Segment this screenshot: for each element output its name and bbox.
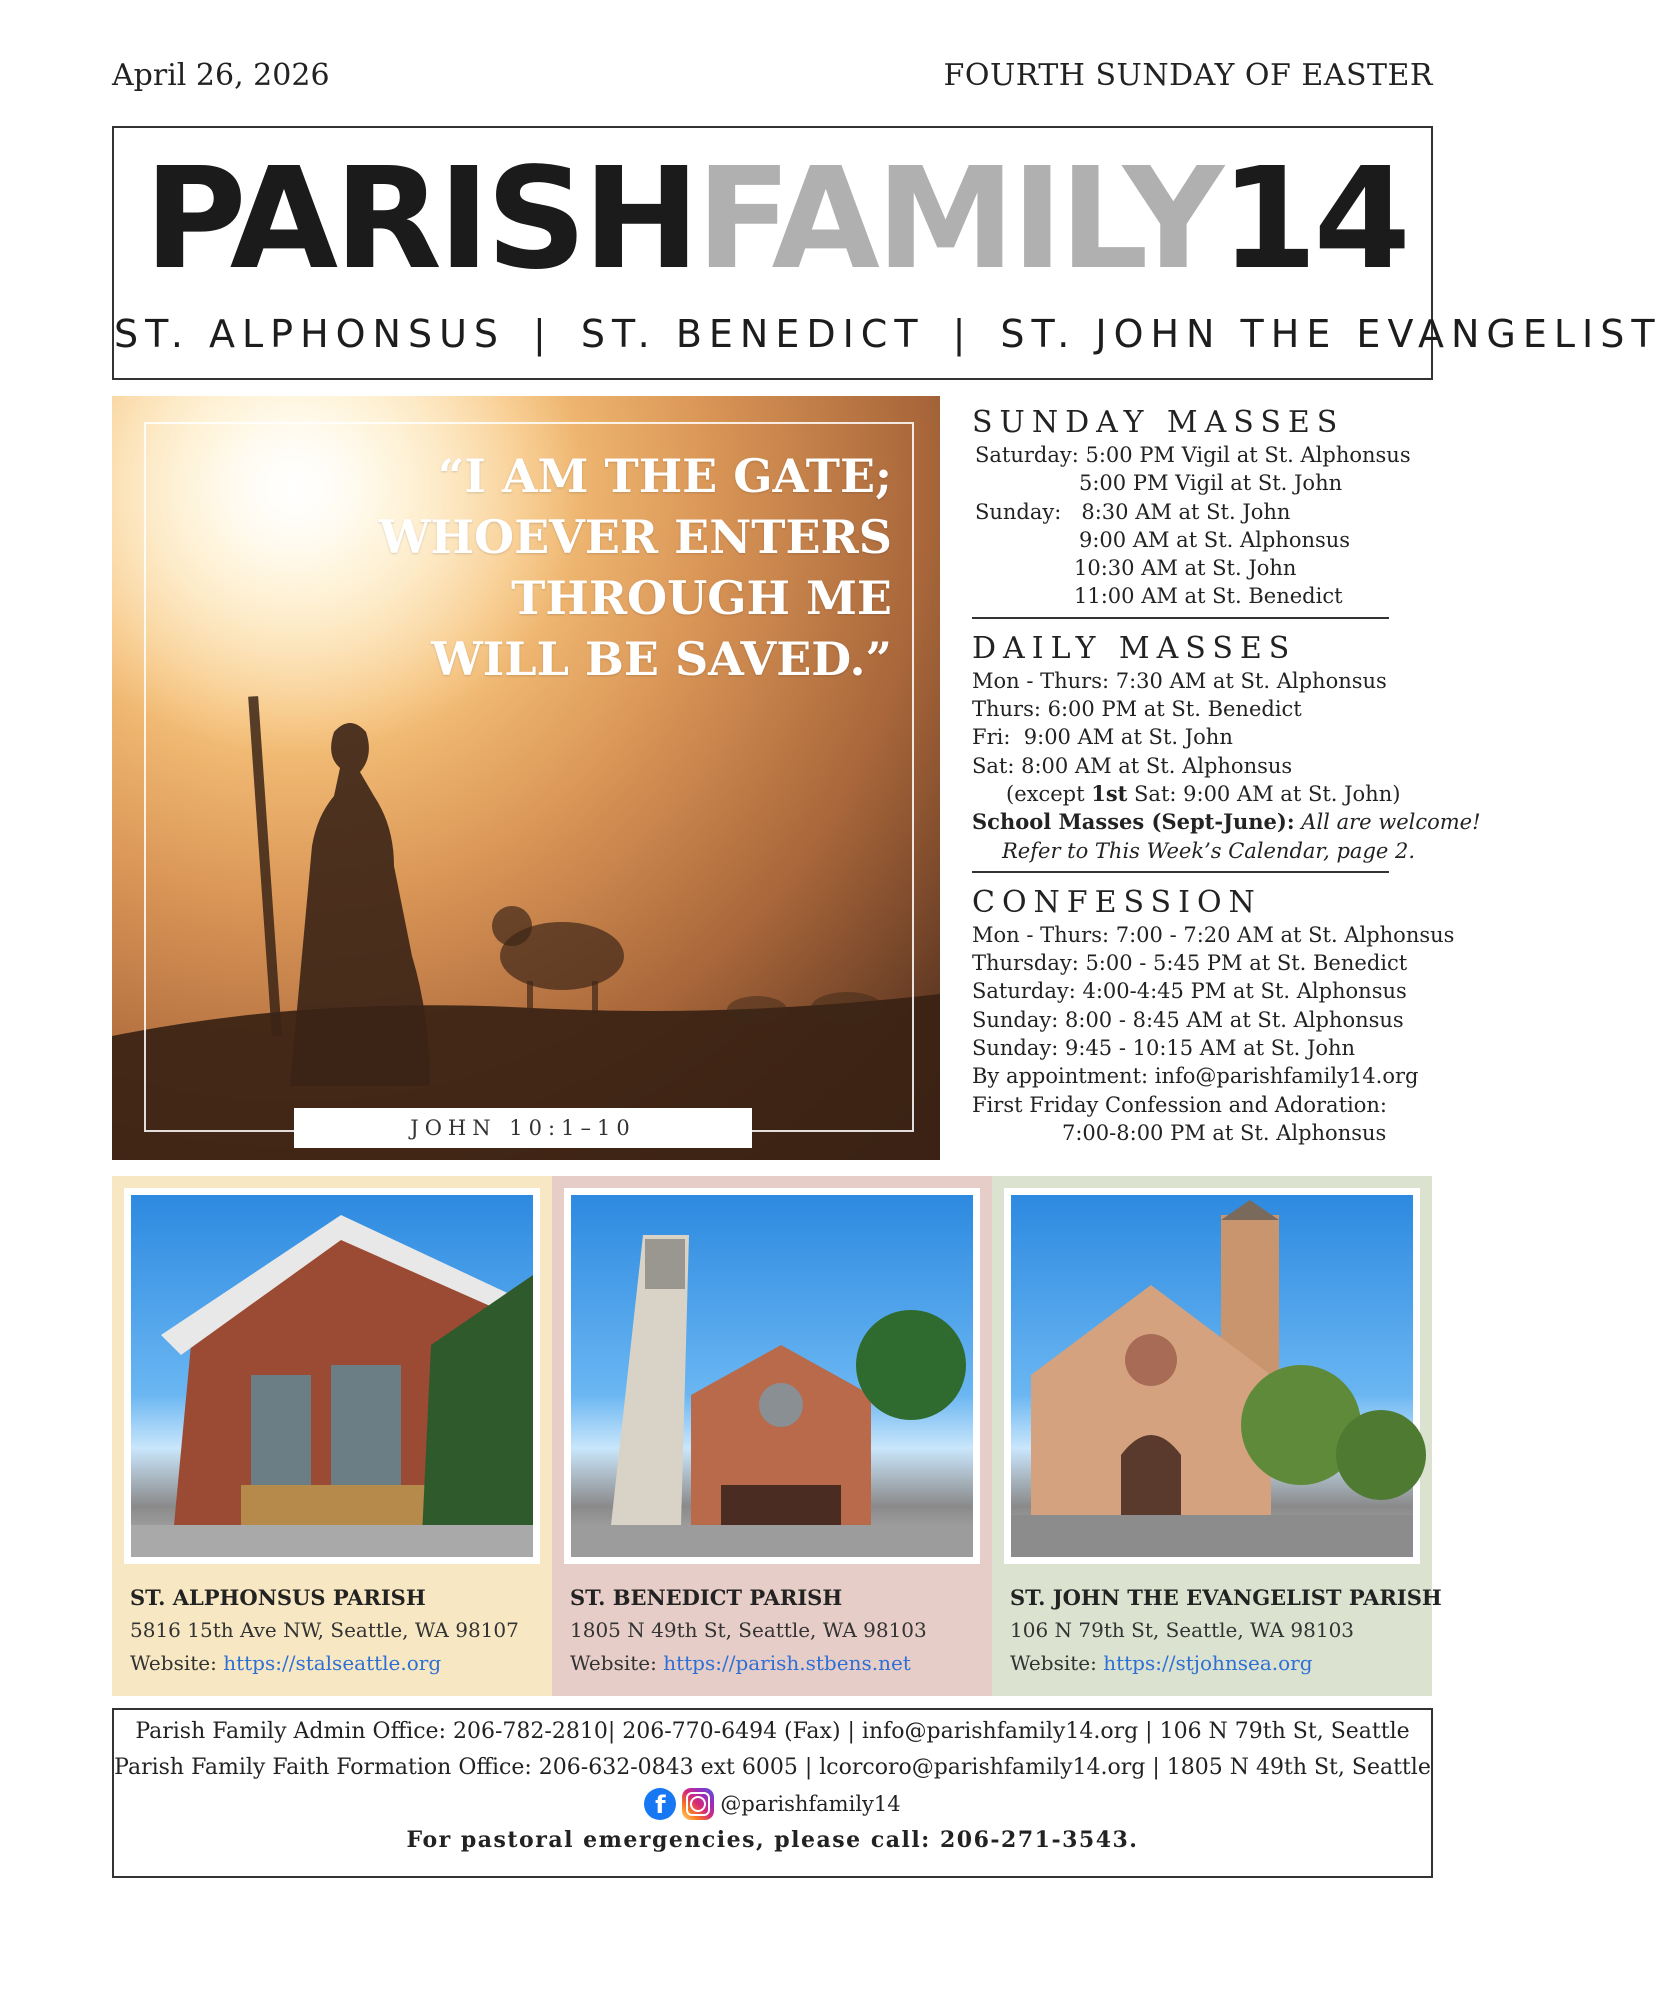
quote-line: “I AM THE GATE;	[437, 449, 892, 503]
schedule-row: 11:00 AM at St. Benedict	[1074, 584, 1343, 609]
schedule-row: Sunday: 8:00 - 8:45 AM at St. Alphonsus	[972, 1007, 1404, 1032]
masthead-title	[144, 138, 1407, 301]
instagram-icon[interactable]	[682, 1788, 714, 1820]
parish-cards	[112, 1176, 1442, 1696]
facebook-icon[interactable]: f	[644, 1788, 676, 1820]
masthead-parish-john: ST. JOHN THE EVANGELIST	[1000, 312, 1662, 356]
exception-bold: 1st	[1091, 780, 1128, 806]
schedule-row: 5:00 PM Vigil at St. John	[1079, 471, 1343, 496]
masthead-parish-alphonsus: ST. ALPHONSUS	[114, 312, 506, 356]
parish-website-row	[1010, 1647, 1442, 1680]
confession-heading: CONFESSION	[972, 884, 1262, 920]
parish-name: ST. JOHN THE EVANGELIST PARISH	[1010, 1585, 1442, 1610]
church-photo	[124, 1188, 540, 1564]
schedule-row: First Friday Confession and Adoration:	[972, 1092, 1387, 1117]
church-photo-john	[1011, 1195, 1413, 1557]
schedule-row: Thurs: 6:00 PM at St. Benedict	[972, 697, 1302, 722]
schedule-row: Sunday: 9:45 - 10:15 AM at St. John	[972, 1036, 1356, 1061]
exception-text: (except	[1006, 781, 1092, 806]
parish-website-link[interactable]: https://parish.stbens.net	[663, 1651, 911, 1675]
church-photo	[564, 1188, 980, 1564]
social-handle: @parishfamily14	[720, 1792, 901, 1816]
pastoral-emergency: For pastoral emergencies, please call: 206-271-3543.	[406, 1827, 1139, 1853]
bulletin-date: April 26, 2026	[112, 58, 330, 93]
schedule-row: Mon - Thurs: 7:00 - 7:20 AM at St. Alphonsus	[972, 922, 1455, 947]
contact-footer	[112, 1708, 1433, 1878]
title-family: FAMILY	[696, 138, 1221, 301]
faith-formation-line: Parish Family Faith Formation Office: 206-632-0843 ext 6005 | lcorcoro@parishfamily14.org | 1805 N 49th St, Seattle	[114, 1755, 1431, 1780]
title-parish: PARISH	[144, 138, 696, 301]
divider: |	[533, 312, 553, 356]
parish-website-row	[570, 1647, 927, 1680]
schedule-row: Mon - Thurs: 7:30 AM at St. Alphonsus	[972, 668, 1387, 693]
scripture-reference: JOHN 10:1–10	[294, 1108, 752, 1148]
schedule-row: Sunday: 8:30 AM at St. John	[975, 499, 1291, 524]
church-photo-alphonsus	[131, 1195, 533, 1557]
parish-info	[570, 1581, 927, 1680]
divider: |	[952, 312, 973, 356]
church-photo	[1004, 1188, 1420, 1564]
title-number: 14	[1220, 138, 1407, 301]
hero-image	[112, 396, 940, 1160]
schedule-row: Saturday: 4:00-4:45 PM at St. Alphonsus	[972, 979, 1407, 1004]
parish-address: 106 N 79th St, Seattle, WA 98103	[1010, 1618, 1355, 1642]
website-label: Website:	[130, 1651, 217, 1675]
school-masses	[972, 808, 1481, 836]
quote-line: WILL BE SAVED.”	[431, 632, 892, 686]
schedule-row: Saturday: 5:00 PM Vigil at St. Alphonsus	[975, 443, 1411, 467]
parish-info	[130, 1581, 519, 1680]
schedule-row: 9:00 AM at St. Alphonsus	[1079, 527, 1351, 552]
liturgical-occasion: FOURTH SUNDAY OF EASTER	[943, 58, 1433, 93]
masthead	[112, 126, 1662, 380]
schedule-row: 7:00-8:00 PM at St. Alphonsus	[1062, 1120, 1387, 1145]
parish-card-alphonsus	[112, 1176, 552, 1696]
schedule-row: Sat: 8:00 AM at St. Alphonsus	[972, 753, 1293, 778]
sunday-masses-heading: SUNDAY MASSES	[972, 405, 1345, 440]
parish-card-benedict	[552, 1176, 992, 1696]
parish-website-row	[130, 1647, 519, 1680]
daily-masses-heading: DAILY MASSES	[972, 630, 1297, 666]
school-masses-label: School Masses (Sept-June):	[972, 809, 1295, 835]
parish-name: ST. BENEDICT PARISH	[570, 1585, 843, 1610]
parish-card-john	[992, 1176, 1442, 1696]
school-masses-note: All are welcome!	[1301, 810, 1481, 835]
parish-address: 5816 15th Ave NW, Seattle, WA 98107	[130, 1618, 519, 1642]
website-label: Website:	[1010, 1651, 1097, 1675]
schedule-panel	[972, 405, 1481, 1147]
parish-info	[1010, 1581, 1442, 1680]
exception-text: Sat: 9:00 AM at St. John)	[1127, 781, 1401, 806]
quote-line: WHOEVER ENTERS	[378, 510, 892, 564]
schedule-row: Fri: 9:00 AM at St. John	[972, 725, 1233, 750]
school-masses-ref: Refer to This Week’s Calendar, page 2.	[1002, 838, 1416, 863]
website-label: Website:	[570, 1651, 657, 1675]
masthead-parishes	[114, 312, 1662, 356]
divider	[972, 871, 1389, 873]
admin-office-line: Parish Family Admin Office: 206-782-2810| 206-770-6494 (Fax) | info@parishfamily14.org | 106 N 79th St, Seattle	[135, 1719, 1410, 1744]
parish-website-link[interactable]: https://stalseattle.org	[223, 1651, 442, 1675]
parish-address: 1805 N 49th St, Seattle, WA 98103	[570, 1618, 927, 1642]
quote-line: THROUGH ME	[511, 571, 892, 625]
schedule-exception	[972, 780, 1432, 808]
social-row	[644, 1786, 900, 1822]
parish-website-link[interactable]: https://stjohnsea.org	[1103, 1651, 1313, 1675]
masthead-parish-benedict: ST. BENEDICT	[580, 312, 925, 356]
divider	[972, 617, 1389, 619]
scripture-quote	[372, 446, 892, 690]
schedule-row: 10:30 AM at St. John	[1074, 556, 1297, 581]
parish-name: ST. ALPHONSUS PARISH	[130, 1585, 426, 1610]
schedule-row: Thursday: 5:00 - 5:45 PM at St. Benedict	[972, 951, 1408, 976]
schedule-row: By appointment: info@parishfamily14.org	[972, 1064, 1419, 1089]
church-photo-benedict	[571, 1195, 973, 1557]
